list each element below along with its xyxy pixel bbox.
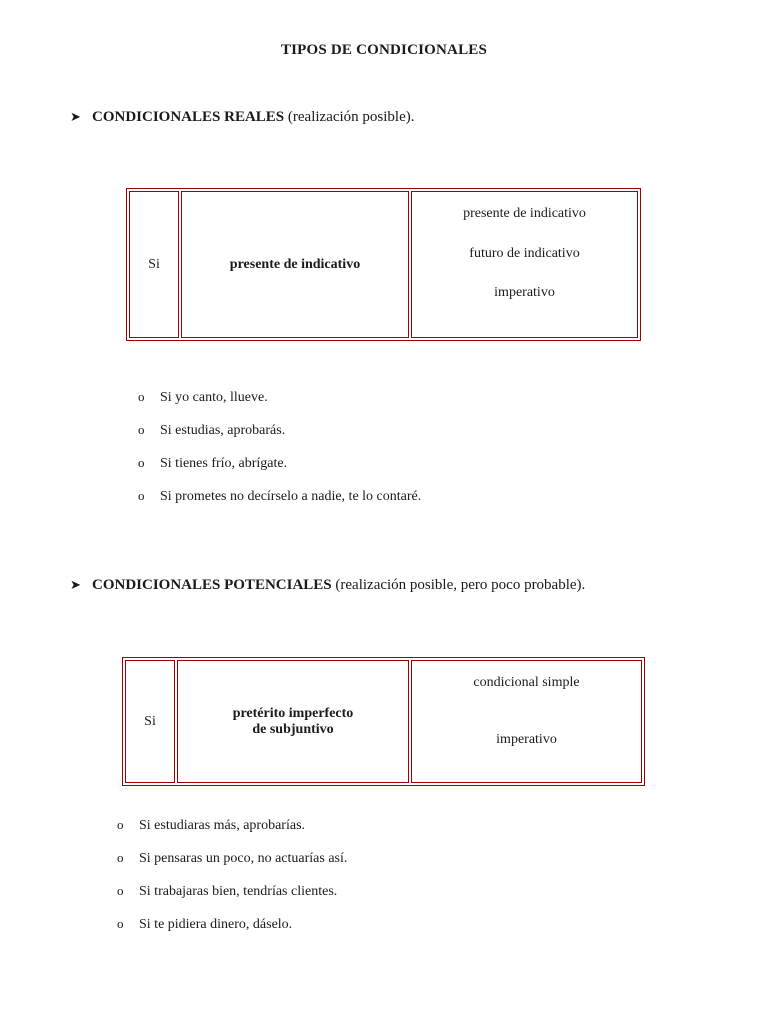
example-text: Si te pidiera dinero, dáselo. bbox=[139, 917, 293, 932]
example-text: Si estudias, aprobarás. bbox=[160, 423, 286, 438]
list-item bbox=[117, 916, 347, 949]
example-text: Si prometes no decírselo a nadie, te lo contaré. bbox=[160, 489, 422, 504]
result-item: imperativo bbox=[496, 732, 557, 747]
examples-list-reales bbox=[138, 389, 421, 521]
circle-o-icon: o bbox=[138, 422, 145, 437]
conditional-table-reales bbox=[126, 188, 641, 341]
example-text: Si yo canto, llueve. bbox=[160, 390, 268, 405]
circle-o-icon: o bbox=[117, 817, 124, 832]
arrowhead-icon: ➤ bbox=[70, 109, 81, 124]
si-cell: Si bbox=[125, 660, 175, 783]
section-heading-potenciales bbox=[70, 577, 585, 594]
condition-line: de subjuntivo bbox=[252, 721, 334, 737]
result-item: imperativo bbox=[494, 285, 555, 300]
list-item bbox=[138, 389, 421, 422]
result-item: futuro de indicativo bbox=[469, 245, 580, 261]
list-item bbox=[117, 883, 347, 916]
section-heading-reales bbox=[70, 109, 415, 126]
condition-line: pretérito imperfecto bbox=[232, 705, 354, 721]
examples-list-potenciales bbox=[117, 817, 347, 949]
section-note: (realización posible, pero poco probable). bbox=[331, 577, 586, 593]
circle-o-icon: o bbox=[138, 488, 145, 503]
conditional-table-potenciales bbox=[122, 657, 645, 786]
page-title: TIPOS DE CONDICIONALES bbox=[280, 42, 488, 58]
list-item bbox=[138, 455, 421, 488]
condition-cell bbox=[177, 660, 409, 783]
example-text: Si pensaras un poco, no actuarías así. bbox=[139, 851, 348, 866]
example-text: Si tienes frío, abrígate. bbox=[160, 456, 288, 471]
list-item bbox=[117, 850, 347, 883]
circle-o-icon: o bbox=[138, 455, 145, 470]
circle-o-icon: o bbox=[117, 883, 124, 898]
si-cell: Si bbox=[129, 191, 179, 338]
list-item bbox=[138, 488, 421, 521]
example-text: Si trabajaras bien, tendrías clientes. bbox=[139, 884, 338, 899]
section-title: CONDICIONALES POTENCIALES bbox=[92, 577, 332, 593]
result-item: presente de indicativo bbox=[463, 206, 586, 221]
section-title: CONDICIONALES REALES bbox=[92, 109, 285, 125]
arrowhead-icon: ➤ bbox=[70, 577, 81, 592]
circle-o-icon: o bbox=[117, 850, 124, 865]
condition-cell: presente de indicativo bbox=[181, 191, 409, 338]
list-item bbox=[117, 817, 347, 850]
example-text: Si estudiaras más, aprobarías. bbox=[139, 818, 306, 833]
list-item bbox=[138, 422, 421, 455]
results-cell bbox=[411, 191, 638, 338]
circle-o-icon: o bbox=[138, 389, 145, 404]
result-item: condicional simple bbox=[473, 675, 580, 690]
results-cell bbox=[411, 660, 642, 783]
section-note: (realización posible). bbox=[284, 109, 415, 125]
circle-o-icon: o bbox=[117, 916, 124, 931]
